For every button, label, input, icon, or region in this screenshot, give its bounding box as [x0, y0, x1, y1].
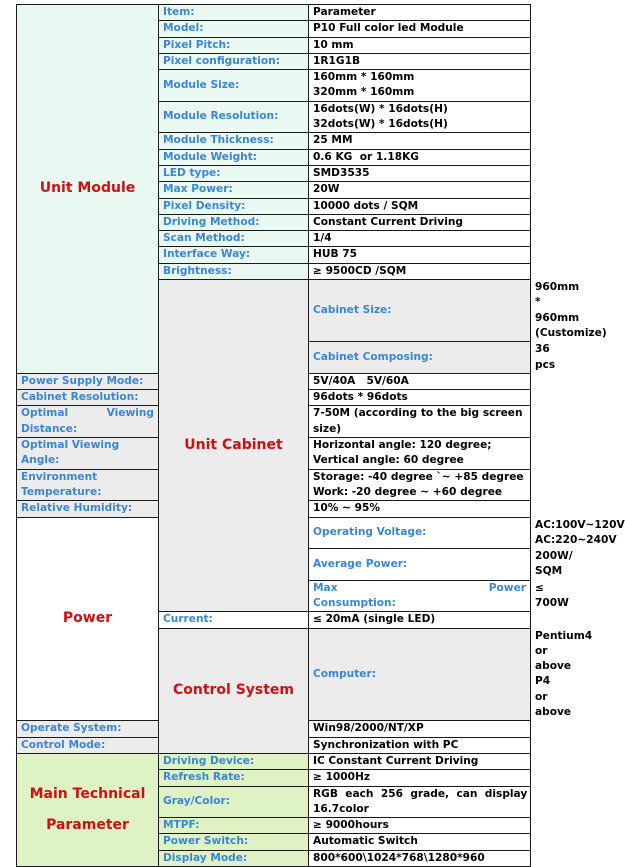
row-label: Module Size:	[159, 70, 309, 102]
row-value-line: Storage: -40 degree `~ +85 degree	[313, 470, 524, 483]
row-value: Parameter	[309, 5, 531, 21]
row-label: Current:	[159, 612, 309, 628]
row-label: Gray/Color:	[159, 786, 309, 818]
row-value-line: 320mm * 160mm	[313, 86, 415, 99]
row-value	[309, 101, 531, 133]
row-label-line: Consumption:	[313, 596, 396, 609]
table-row: Average Power: 200W/ SQM	[17, 549, 531, 581]
row-label: Cabinet Composing:	[309, 342, 531, 374]
row-value: HUB 75	[309, 247, 531, 263]
row-label: Optimal Viewing Angle:	[17, 438, 159, 470]
row-label: Driving Method:	[159, 214, 309, 230]
row-label: Module Thickness:	[159, 133, 309, 149]
row-label-line: Optimal Viewing	[21, 407, 154, 420]
table-row: Power Operating Voltage: AC:100V~120V AC:220~240V	[17, 517, 531, 549]
row-label: Item:	[159, 5, 309, 21]
row-label: Computer:	[309, 628, 531, 721]
row-value: Synchronization with PC	[309, 737, 531, 753]
row-label: Power Supply Mode:	[17, 373, 159, 389]
row-label: Interface Way:	[159, 247, 309, 263]
row-label: Pixel Pitch:	[159, 37, 309, 53]
row-value: ≥ 9500CD /SQM	[309, 263, 531, 279]
row-value: IC Constant Current Driving	[309, 753, 531, 769]
row-label: Model:	[159, 21, 309, 37]
row-value: 20W	[309, 182, 531, 198]
section-power: Power	[17, 517, 159, 721]
row-value-line: size)	[313, 422, 342, 435]
row-label: Refresh Rate:	[159, 770, 309, 786]
row-value: 10000 dots / SQM	[309, 198, 531, 214]
section-unit-module: Unit Module	[17, 5, 159, 374]
row-label-line: Environment	[21, 470, 98, 483]
row-value	[309, 406, 531, 438]
row-value-line: RGB each 256 grade, can display	[313, 787, 528, 800]
table-row: Unit Cabinet Cabinet Size: 960mm * 960mm (Customize)	[17, 280, 531, 342]
row-label-line: Distance:	[21, 422, 78, 435]
row-value	[309, 70, 531, 102]
row-label	[17, 406, 159, 438]
row-label: Operating Voltage:	[309, 517, 531, 549]
row-value: ≥ 1000Hz	[309, 770, 531, 786]
row-label: Module Resolution:	[159, 101, 309, 133]
section-control-system: Control System	[159, 628, 309, 753]
section-main-technical-parameter	[17, 753, 159, 866]
row-value: 800*600\1024*768\1280*960	[309, 850, 531, 866]
table-row: Cabinet Composing: 36 pcs	[17, 342, 531, 374]
row-value: 5V/40A 5V/60A	[309, 373, 531, 389]
row-label: Pixel configuration:	[159, 53, 309, 69]
row-label-line: Temperature:	[21, 485, 102, 498]
row-value-line: Vertical angle: 60 degree	[313, 454, 464, 467]
row-value: P10 Full color led Module	[309, 21, 531, 37]
row-value: 1/4	[309, 231, 531, 247]
row-label: Power Switch:	[159, 834, 309, 850]
row-value	[309, 469, 531, 501]
spec-table	[16, 4, 625, 867]
row-label	[309, 580, 531, 612]
row-label: Pixel Density:	[159, 198, 309, 214]
row-label: Module Weight:	[159, 149, 309, 165]
row-label: LED type:	[159, 165, 309, 181]
row-label: Cabinet Resolution:	[17, 390, 159, 406]
row-value	[309, 786, 531, 818]
row-label: Display Mode:	[159, 850, 309, 866]
table-row: Max Power Consumption: ≤ 700W	[17, 580, 531, 612]
row-value	[309, 438, 531, 470]
row-value-line: 7-50M (according to the big screen	[313, 407, 523, 420]
section-unit-cabinet: Unit Cabinet	[159, 280, 309, 612]
row-label-line: Max Power	[313, 581, 526, 594]
row-value-line: 16dots(W) * 16dots(H)	[313, 102, 448, 115]
row-value: ≥ 9000hours	[309, 818, 531, 834]
row-value: Constant Current Driving	[309, 214, 531, 230]
row-value: 0.6 KG or 1.18KG	[309, 149, 531, 165]
row-label	[17, 469, 159, 501]
row-value: Automatic Switch	[309, 834, 531, 850]
row-value: 25 MM	[309, 133, 531, 149]
row-label: Operate System:	[17, 721, 159, 737]
row-label: Brightness:	[159, 263, 309, 279]
table-row	[17, 753, 531, 769]
row-label: Cabinet Size:	[309, 280, 531, 342]
row-label: Average Power:	[309, 549, 531, 581]
row-value: 10% ~ 95%	[309, 501, 531, 517]
section-title-line: Parameter	[46, 816, 129, 833]
row-value-line: Horizontal angle: 120 degree;	[313, 439, 492, 452]
row-value: SMD3535	[309, 165, 531, 181]
row-label: Control Mode:	[17, 737, 159, 753]
row-value-line: 16.7color	[313, 802, 369, 815]
row-value: 10 mm	[309, 37, 531, 53]
row-value: 1R1G1B	[309, 53, 531, 69]
row-value-line: Work: -20 degree ~ +60 degree	[313, 485, 503, 498]
section-title-line: Main Technical	[29, 785, 146, 802]
row-label: Scan Method:	[159, 231, 309, 247]
row-label: MTPF:	[159, 818, 309, 834]
table-row	[17, 5, 531, 21]
row-value-line: 32dots(W) * 16dots(H)	[313, 118, 448, 131]
row-label: Max Power:	[159, 182, 309, 198]
row-value: 96dots * 96dots	[309, 390, 531, 406]
row-value-line: 160mm * 160mm	[313, 71, 415, 84]
row-label: Relative Humidity:	[17, 501, 159, 517]
row-value: Win98/2000/NT/XP	[309, 721, 531, 737]
row-value: ≤ 20mA (single LED)	[309, 612, 531, 628]
row-label: Driving Device:	[159, 753, 309, 769]
table-row: Control System Computer: Pentium4 or above P4 or above	[17, 628, 531, 721]
